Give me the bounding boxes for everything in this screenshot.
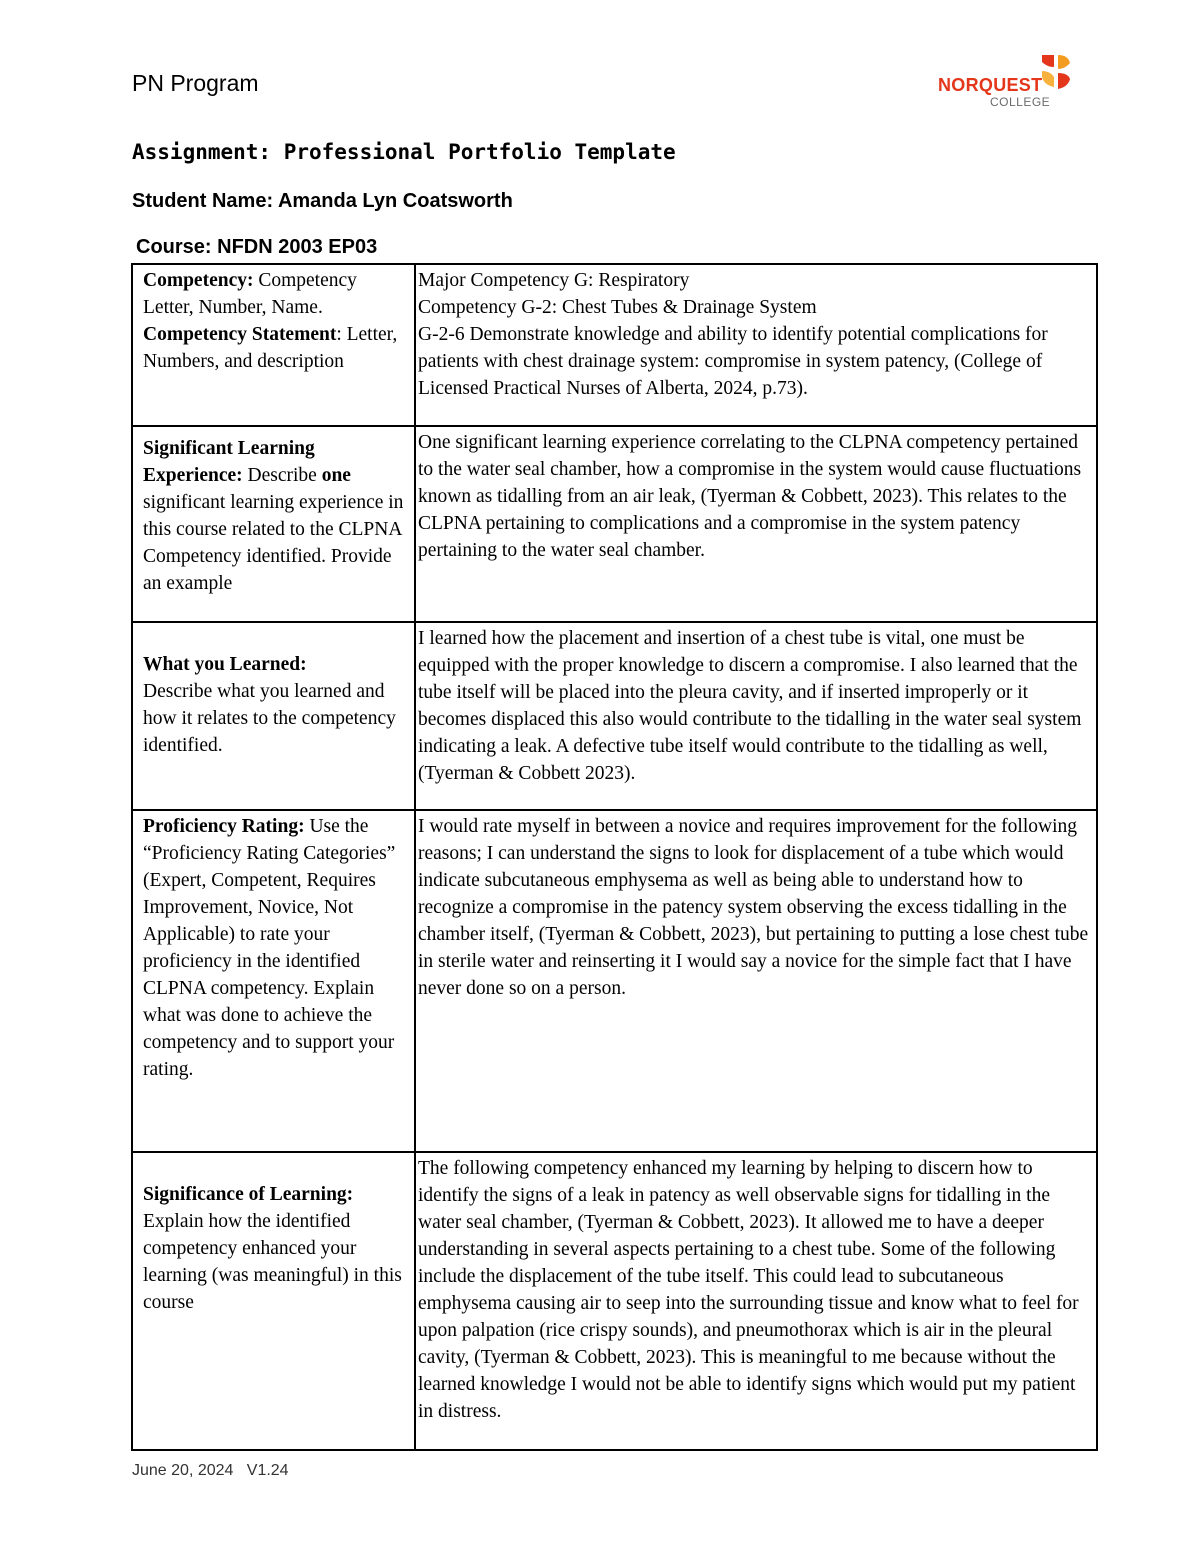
learning-experience-content-cell bbox=[415, 426, 1097, 622]
label-bold: Proficiency Rating: bbox=[143, 816, 305, 837]
label-bold: Significance of Learning: bbox=[143, 1184, 354, 1205]
label-bold: What you Learned: bbox=[143, 654, 307, 675]
label-text: : Letter, Numbers, and description bbox=[143, 324, 398, 372]
proficiency-label-cell bbox=[132, 810, 415, 1152]
proficiency-content-cell bbox=[415, 810, 1097, 1152]
competency-content-cell bbox=[415, 264, 1097, 426]
course-value: NFDN 2003 EP03 bbox=[217, 236, 378, 258]
logo-mark-icon bbox=[1038, 53, 1074, 91]
label-text: Explain how the identified competency enhanced your learning (was meaningful) in this course bbox=[143, 1211, 402, 1313]
program-header: PN Program bbox=[132, 70, 259, 96]
footer bbox=[132, 1462, 289, 1480]
assignment-title: Assignment: Professional Portfolio Template bbox=[132, 140, 676, 164]
label-text: Competency Letter, Number, Name. bbox=[143, 270, 357, 318]
student-line bbox=[132, 190, 513, 213]
student-label: Student Name: bbox=[132, 190, 274, 212]
label-bold: Competency Statement bbox=[143, 324, 337, 345]
label-text: Describe what you learned and how it relates to the competency identified. bbox=[143, 681, 396, 756]
what-learned-content-cell bbox=[415, 622, 1097, 810]
footer-version: V1.24 bbox=[246, 1462, 289, 1479]
logo-name: NORQUEST bbox=[938, 75, 1043, 95]
table-row bbox=[132, 810, 1097, 1152]
what-learned-label-cell bbox=[132, 622, 415, 810]
norquest-logo bbox=[938, 50, 1078, 114]
logo-sub: COLLEGE bbox=[990, 95, 1051, 109]
significance-content-cell bbox=[415, 1152, 1097, 1450]
table-row bbox=[132, 622, 1097, 810]
label-bold-one: one bbox=[321, 465, 351, 486]
learning-experience-label-cell bbox=[132, 426, 415, 622]
table-row bbox=[132, 426, 1097, 622]
label-text: Use the “Proficiency Rating Categories” (Expert, Competent, Requires Improvement, Novice, Not Applicable) to rate your proficiency in the identified CLPNA competency. Explain what was done to achieve the competency and to support your rating. bbox=[143, 816, 396, 1080]
course-label: Course: bbox=[136, 236, 212, 258]
footer-date: June 20, 2024 bbox=[132, 1462, 234, 1479]
significance-label-cell bbox=[132, 1152, 415, 1450]
significance-content: The following competency enhanced my learning by helping to discern how to identify the signs of a leak in patency as well observable signs for tidalling in the water seal chamber, (Tyerman & Cobbett, 2023). It allowed me to have a deeper understanding in several aspects pertaining to a chest tube. Some of the following include the displacement of the tube itself. This could lead to subcutaneous emphysema causing air to seep into the surrounding tissue and know what to feel for upon palpation (rice crispy sounds), and pneumothorax which is air in the pleural cavity, (Tyerman & Cobbett, 2023). This is meaningful to me because without the learned knowledge I would not be able to identify signs which would put my patient in distress. bbox=[418, 1158, 1079, 1422]
competency-content: Major Competency G: Respiratory Competency G-2: Chest Tubes & Drainage System G-2-6 Demonstrate knowledge and ability to identify potential complications for patients with chest drainage system: compromise in system patency, (College of Licensed Practical Nurses of Alberta, 2024, p.73). bbox=[418, 270, 1048, 399]
label-bold: Competency: bbox=[143, 270, 254, 291]
student-name: Amanda Lyn Coatsworth bbox=[277, 190, 513, 212]
learning-experience-content: One significant learning experience correlating to the CLPNA competency pertained to the water seal chamber, how a compromise in the system would cause fluctuations known as tidalling from an air leak, (Tyerman & Cobbett, 2023). This relates to the CLPNA pertaining to complications and a compromise in the system patency pertaining to the water seal chamber. bbox=[418, 432, 1082, 561]
label-bold: Significant Learning Experience: bbox=[143, 438, 315, 486]
course-line bbox=[136, 236, 377, 259]
what-learned-content: I learned how the placement and insertion of a chest tube is vital, one must be equipped with the proper knowledge to discern a compromise. I also learned that the tube itself will be placed into the pleura cavity, and if inserted improperly or it becomes displaced this also would contribute to the tidalling in the water seal system indicating a leak. A defective tube itself would contribute to the tidalling as well, (Tyerman & Cobbett 2023). bbox=[418, 628, 1082, 784]
proficiency-content: I would rate myself in between a novice and requires improvement for the following reasons; I can understand the signs to look for displacement of a tube which would indicate subcutaneous emphysema as well as being able to understand how to recognize a compromise in the patency system observing the excess tidalling in the chamber itself, (Tyerman & Cobbett, 2023), but pertaining to putting a lose chest tube in sterile water and reinserting it I would say a novice for the simple fact that I have never done so on a person. bbox=[418, 816, 1089, 999]
label-text: Describe bbox=[242, 465, 322, 486]
label-text: significant learning experience in this course related to the CLPNA Competency identified. Provide an example bbox=[143, 492, 404, 594]
table-row bbox=[132, 264, 1097, 426]
competency-label-cell bbox=[132, 264, 415, 426]
table-row bbox=[132, 1152, 1097, 1450]
portfolio-table bbox=[131, 263, 1098, 1451]
